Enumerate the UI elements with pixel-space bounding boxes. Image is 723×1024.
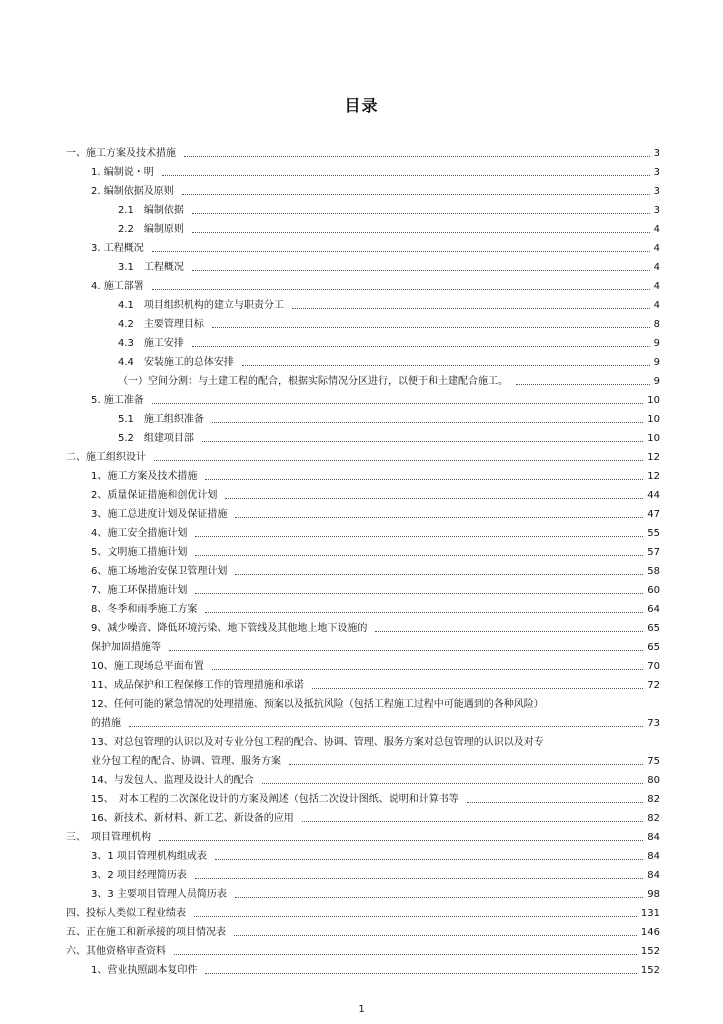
dot-leader xyxy=(159,840,643,841)
dot-leader xyxy=(225,498,643,499)
toc-entry-page: 84 xyxy=(647,832,660,843)
toc-entry-page: 80 xyxy=(647,775,660,786)
toc-entry[interactable] xyxy=(66,350,660,369)
toc-entry-label: 12、任何可能的紧急情况的处理措施、预案以及抵抗风险（包括工程施工过程中可能遇到的各种风险） xyxy=(91,699,544,710)
dot-leader xyxy=(192,232,650,233)
toc-entry[interactable] xyxy=(66,445,660,464)
toc-entry-label: 5.2 组建项目部 xyxy=(118,433,194,444)
toc-entry-label: 5、文明施工措施计划 xyxy=(91,547,188,558)
toc-entry-label: 3.1 工程概况 xyxy=(118,262,184,273)
toc-entry[interactable] xyxy=(66,730,660,749)
toc-entry[interactable] xyxy=(66,654,660,673)
dot-leader xyxy=(154,460,643,461)
toc-entry-page: 65 xyxy=(647,642,660,653)
dot-leader xyxy=(192,270,650,271)
toc-entry-page: 73 xyxy=(647,718,660,729)
toc-entry[interactable] xyxy=(66,198,660,217)
toc-entry-label: 7、施工环保措施计划 xyxy=(91,585,188,596)
toc-entry-label: （一）空间分割：与土建工程的配合，根据实际情况分区进行，以便于和土建配合施工。 xyxy=(118,376,508,387)
toc-entry[interactable] xyxy=(66,825,660,844)
toc-entry-page: 82 xyxy=(647,794,660,805)
dot-leader xyxy=(235,517,643,518)
toc-entry-page: 9 xyxy=(653,338,660,349)
toc-entry-page: 47 xyxy=(647,509,660,520)
dot-leader xyxy=(302,821,644,822)
toc-entry-page: 3 xyxy=(653,205,660,216)
toc-entry[interactable] xyxy=(66,692,660,711)
toc-entry[interactable] xyxy=(66,521,660,540)
toc-entry-page: 12 xyxy=(647,452,660,463)
toc-entry-label: 3、施工总进度计划及保证措施 xyxy=(91,509,228,520)
toc-entry-page: 60 xyxy=(647,585,660,596)
dot-leader xyxy=(516,384,650,385)
toc-entry-page: 12 xyxy=(647,471,660,482)
toc-entry-label: 8、冬季和雨季施工方案 xyxy=(91,604,198,615)
dot-leader xyxy=(152,289,650,290)
dot-leader xyxy=(215,859,643,860)
dot-leader xyxy=(212,669,644,670)
toc-entry[interactable] xyxy=(66,407,660,426)
dot-leader xyxy=(467,802,644,803)
dot-leader xyxy=(194,916,637,917)
toc-entry-page: 9 xyxy=(653,376,660,387)
toc-entry-label: 4.4 安装施工的总体安排 xyxy=(118,357,234,368)
toc-entry-label: 2. 编制依据及原则 xyxy=(91,186,174,197)
toc-entry-page: 72 xyxy=(647,680,660,691)
toc-entry-label: 4. 施工部署 xyxy=(91,281,144,292)
toc-entry[interactable] xyxy=(66,863,660,882)
toc-entry-label: 五、正在施工和新承接的项目情况表 xyxy=(66,927,226,938)
toc-entry[interactable] xyxy=(66,673,660,692)
toc-entry[interactable] xyxy=(66,293,660,312)
dot-leader xyxy=(205,479,643,480)
toc-entry[interactable] xyxy=(66,939,660,958)
dot-leader xyxy=(212,327,650,328)
toc-entry[interactable] xyxy=(66,635,660,654)
toc-entry[interactable] xyxy=(66,578,660,597)
dot-leader xyxy=(152,403,644,404)
toc-entry-label: 10、施工现场总平面布置 xyxy=(91,661,204,672)
toc-entry-label: 9、减少噪音、降低环境污染、地下管线及其他地上地下设施的 xyxy=(91,623,368,634)
toc-entry-label: 三、 项目管理机构 xyxy=(66,832,151,843)
toc-entry-label: 二、施工组织设计 xyxy=(66,452,146,463)
dot-leader xyxy=(289,764,643,765)
toc-entry[interactable] xyxy=(66,597,660,616)
dot-leader xyxy=(195,555,643,556)
toc-entry-page: 4 xyxy=(653,281,660,292)
toc-entry-label: 6、施工场地治安保卫管理计划 xyxy=(91,566,228,577)
toc-entry-label: 一、施工方案及技术措施 xyxy=(66,148,176,159)
toc-entry-page: 8 xyxy=(653,319,660,330)
dot-leader xyxy=(205,973,637,974)
toc-entry-page: 98 xyxy=(647,889,660,900)
toc-entry-label: 11、成品保护和工程保修工作的管理措施和承诺 xyxy=(91,680,304,691)
toc-entry-label: 4.3 施工安排 xyxy=(118,338,184,349)
toc-entry[interactable] xyxy=(66,160,660,179)
toc-entry-page: 4 xyxy=(653,262,660,273)
dot-leader xyxy=(312,688,644,689)
toc-entry-label: 3、3 主要项目管理人员简历表 xyxy=(91,889,227,900)
toc-entry[interactable] xyxy=(66,882,660,901)
toc-entry[interactable] xyxy=(66,255,660,274)
toc-entry[interactable] xyxy=(66,787,660,806)
toc-entry[interactable] xyxy=(66,369,660,388)
toc-entry[interactable] xyxy=(66,749,660,768)
dot-leader xyxy=(242,365,650,366)
dot-leader xyxy=(292,308,650,309)
toc-entry-label: 保护加固措施等 xyxy=(91,642,161,653)
toc-entry-page: 64 xyxy=(647,604,660,615)
toc-entry-label: 5.1 施工组织准备 xyxy=(118,414,204,425)
dot-leader xyxy=(235,897,643,898)
toc-entry-page: 70 xyxy=(647,661,660,672)
toc-entry-label: 1. 编制说・明 xyxy=(91,167,154,178)
toc-entry-page: 3 xyxy=(653,167,660,178)
toc-entry-page: 4 xyxy=(653,224,660,235)
dot-leader xyxy=(212,422,643,423)
toc-entry[interactable] xyxy=(66,483,660,502)
toc-entry[interactable] xyxy=(66,179,660,198)
toc-entry-label: 2.2 编制原则 xyxy=(118,224,184,235)
dot-leader xyxy=(162,175,650,176)
toc-entry-page: 65 xyxy=(647,623,660,634)
toc-entry-label: 4、施工安全措施计划 xyxy=(91,528,188,539)
toc-entry-label: 3、2 项目经理简历表 xyxy=(91,870,187,881)
toc-entry[interactable] xyxy=(66,312,660,331)
dot-leader xyxy=(195,593,643,594)
dot-leader xyxy=(195,536,643,537)
toc-entry-label: 六、其他资格审查资料 xyxy=(66,946,166,957)
dot-leader xyxy=(192,346,650,347)
toc-entry-label: 四、投标人类似工程业绩表 xyxy=(66,908,186,919)
toc-entry-label: 3. 工程概况 xyxy=(91,243,144,254)
toc-entry-page: 3 xyxy=(653,186,660,197)
toc-entry-label: 1、施工方案及技术措施 xyxy=(91,471,198,482)
toc-entry-label: 1、营业执照副本复印件 xyxy=(91,965,198,976)
dot-leader xyxy=(152,251,650,252)
toc-entry-page: 10 xyxy=(647,395,660,406)
toc-entry[interactable] xyxy=(66,388,660,407)
toc-entry-label: 3、1 项目管理机构组成表 xyxy=(91,851,207,862)
toc-entry-page: 4 xyxy=(653,243,660,254)
toc-entry-label: 的措施 xyxy=(91,718,121,729)
toc-entry[interactable] xyxy=(66,426,660,445)
toc-entry-label: 2.1 编制依据 xyxy=(118,205,184,216)
toc-entry-label: 15、 对本工程的二次深化设计的方案及阐述（包括二次设计图纸、说明和计算书等 xyxy=(91,794,459,805)
toc-entry-label: 4.2 主要管理目标 xyxy=(118,319,204,330)
dot-leader xyxy=(375,631,643,632)
toc-entry[interactable] xyxy=(66,768,660,787)
toc-entry[interactable] xyxy=(66,711,660,730)
toc-entry-page: 84 xyxy=(647,851,660,862)
toc-entry-page: 10 xyxy=(647,414,660,425)
toc-entry-page: 152 xyxy=(640,965,660,976)
dot-leader xyxy=(234,935,637,936)
page-title: 目录 xyxy=(344,96,379,115)
dot-leader xyxy=(195,878,643,879)
toc-entry-label: 业分包工程的配合、协调、管理、服务方案 xyxy=(91,756,281,767)
dot-leader xyxy=(202,441,643,442)
toc-entry-page: 3 xyxy=(653,148,660,159)
dot-leader xyxy=(205,612,643,613)
dot-leader xyxy=(169,650,643,651)
toc-entry-page: 9 xyxy=(653,357,660,368)
table-of-contents xyxy=(66,141,660,977)
toc-entry[interactable] xyxy=(66,920,660,939)
page-number: 1 xyxy=(358,1004,365,1015)
dot-leader xyxy=(192,213,650,214)
toc-entry-page: 152 xyxy=(640,946,660,957)
toc-entry-page: 55 xyxy=(647,528,660,539)
toc-entry[interactable] xyxy=(66,236,660,255)
toc-entry-page: 44 xyxy=(647,490,660,501)
toc-entry-page: 131 xyxy=(640,908,660,919)
toc-entry-label: 14、与发包人、监理及设计人的配合 xyxy=(91,775,254,786)
toc-entry-page: 84 xyxy=(647,870,660,881)
toc-entry-page: 58 xyxy=(647,566,660,577)
toc-entry[interactable] xyxy=(66,464,660,483)
dot-leader xyxy=(235,574,643,575)
dot-leader xyxy=(182,194,650,195)
toc-entry-label: 4.1 项目组织机构的建立与职责分工 xyxy=(118,300,284,311)
toc-entry-page: 57 xyxy=(647,547,660,558)
toc-entry-page: 10 xyxy=(647,433,660,444)
toc-entry-label: 5. 施工准备 xyxy=(91,395,144,406)
toc-entry-page: 4 xyxy=(653,300,660,311)
toc-entry[interactable] xyxy=(66,331,660,350)
toc-entry[interactable] xyxy=(66,217,660,236)
toc-entry[interactable] xyxy=(66,616,660,635)
toc-entry[interactable] xyxy=(66,844,660,863)
toc-entry[interactable] xyxy=(66,540,660,559)
dot-leader xyxy=(262,783,644,784)
toc-entry[interactable] xyxy=(66,901,660,920)
toc-entry[interactable] xyxy=(66,806,660,825)
toc-entry-page: 82 xyxy=(647,813,660,824)
toc-entry[interactable] xyxy=(66,141,660,160)
dot-leader xyxy=(174,954,637,955)
toc-entry[interactable] xyxy=(66,502,660,521)
toc-entry-label: 13、对总包管理的认识以及对专业分包工程的配合、协调、管理、服务方案对总包管理的认识以及对专 xyxy=(91,737,544,748)
toc-entry-page: 146 xyxy=(640,927,660,938)
toc-entry[interactable] xyxy=(66,559,660,578)
toc-entry-page: 75 xyxy=(647,756,660,767)
dot-leader xyxy=(129,726,643,727)
toc-entry-label: 2、质量保证措施和创优计划 xyxy=(91,490,218,501)
toc-entry-label: 16、新技术、新材料、新工艺、新设备的应用 xyxy=(91,813,294,824)
toc-entry[interactable] xyxy=(66,274,660,293)
toc-entry[interactable] xyxy=(66,958,660,977)
dot-leader xyxy=(184,156,650,157)
